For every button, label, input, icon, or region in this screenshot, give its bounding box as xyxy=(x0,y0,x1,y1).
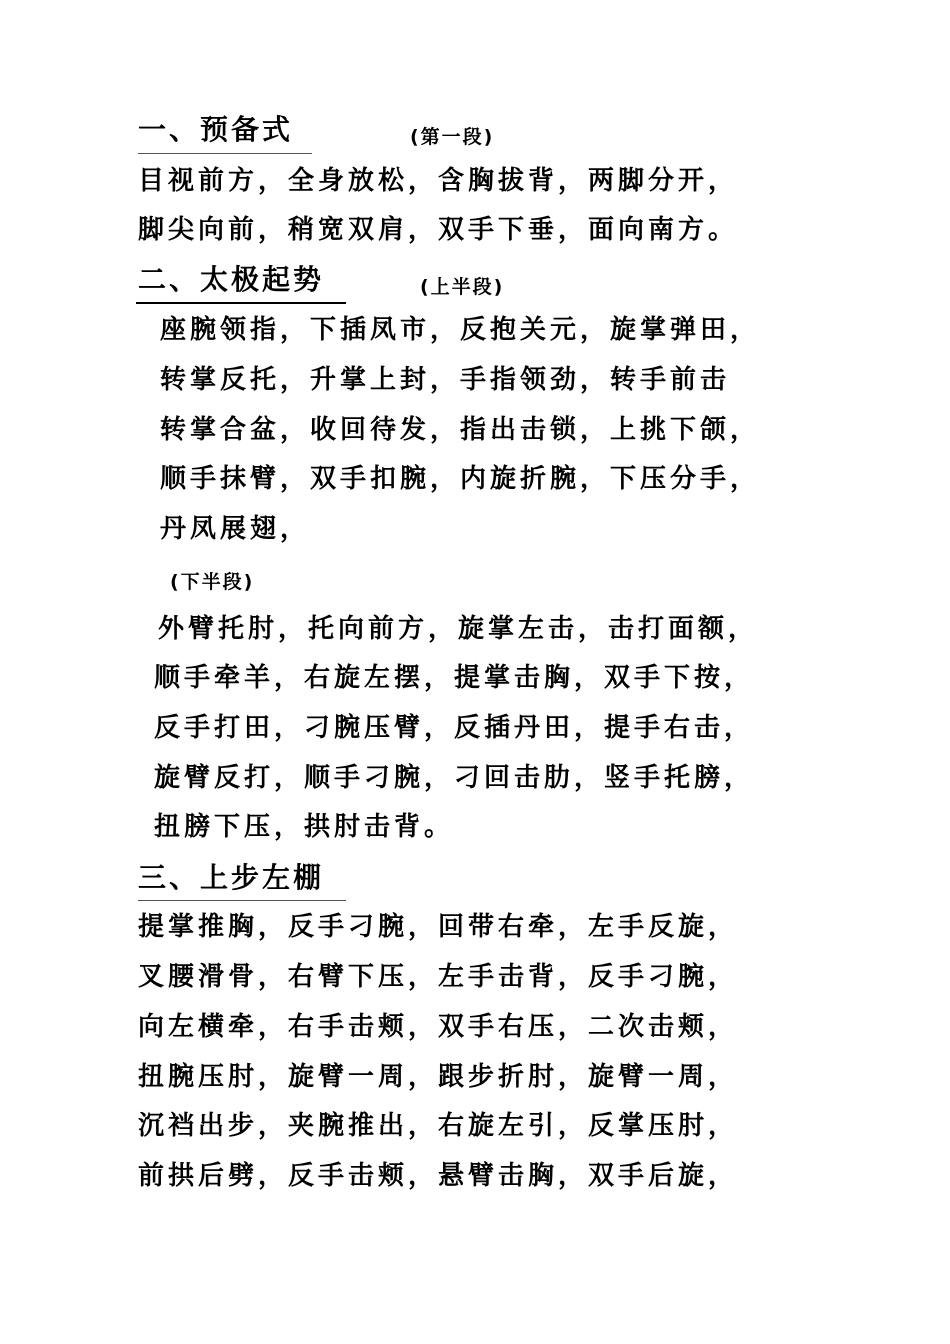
section-3-line-6: 前拱后劈，反手击颊，悬臂击胸，双手后旋， xyxy=(138,1161,739,1191)
section-1-heading: 一、预备式 xyxy=(138,113,294,146)
section-2-part2-line-2: 顺手牵羊，右旋左摆，提掌击胸，双手下按， xyxy=(154,663,755,693)
section-2-line-1: 座腕领指，下插凤市，反抱关元，旋掌弹田， xyxy=(160,315,761,345)
section-3-line-3: 向左横牵，右手击颊，双手右压，二次击颊， xyxy=(138,1012,739,1042)
section-2-heading: 二、太极起势 xyxy=(138,263,325,296)
section-1-line-2: 脚尖向前，稍宽双肩，双手下垂，面向南方。 xyxy=(138,215,739,245)
section-2-underline xyxy=(136,302,346,304)
section-1-note: (第一段) xyxy=(410,126,495,148)
section-3-line-2: 叉腰滑骨，右臂下压，左手击背，反手刁腕， xyxy=(138,962,739,992)
section-3-line-4: 扭腕压肘，旋臂一周，跟步折肘，旋臂一周， xyxy=(138,1062,739,1092)
section-1-line-1: 目视前方，全身放松，含胸拔背，两脚分开， xyxy=(138,166,739,196)
section-2-note: (上半段) xyxy=(420,276,505,298)
section-3-line-1: 提掌推胸，反手刁腕，回带右牵，左手反旋， xyxy=(138,912,739,942)
section-3-underline xyxy=(138,900,346,901)
section-2-note-2: (下半段) xyxy=(170,571,255,593)
section-3-line-5: 沉裆出步，夹腕推出，右旋左引，反掌压肘， xyxy=(138,1111,739,1141)
section-2-line-2: 转掌反托，升掌上封，手指领劲，转手前击 xyxy=(160,365,731,395)
section-2-line-4: 顺手抹臂，双手扣腕，内旋折腕，下压分手， xyxy=(160,464,761,494)
section-2-line-5: 丹凤展翅， xyxy=(160,514,311,544)
section-3-heading: 三、上步左棚 xyxy=(138,861,325,894)
section-2-part2-line-5: 扭膀下压，拱肘击背。 xyxy=(154,812,455,842)
section-2-part2-line-4: 旋臂反打，顺手刁腕，刁回击肋，竖手托膀， xyxy=(154,763,755,793)
section-2-part2-line-3: 反手打田，刁腕压臂，反插丹田，提手右击， xyxy=(154,713,755,743)
section-1-underline xyxy=(138,153,312,154)
section-2-line-3: 转掌合盆，收回待发，指出击锁，上挑下颌， xyxy=(160,415,761,445)
section-2-part2-line-1: 外臂托肘，托向前方，旋掌左击，击打面额， xyxy=(158,614,759,644)
